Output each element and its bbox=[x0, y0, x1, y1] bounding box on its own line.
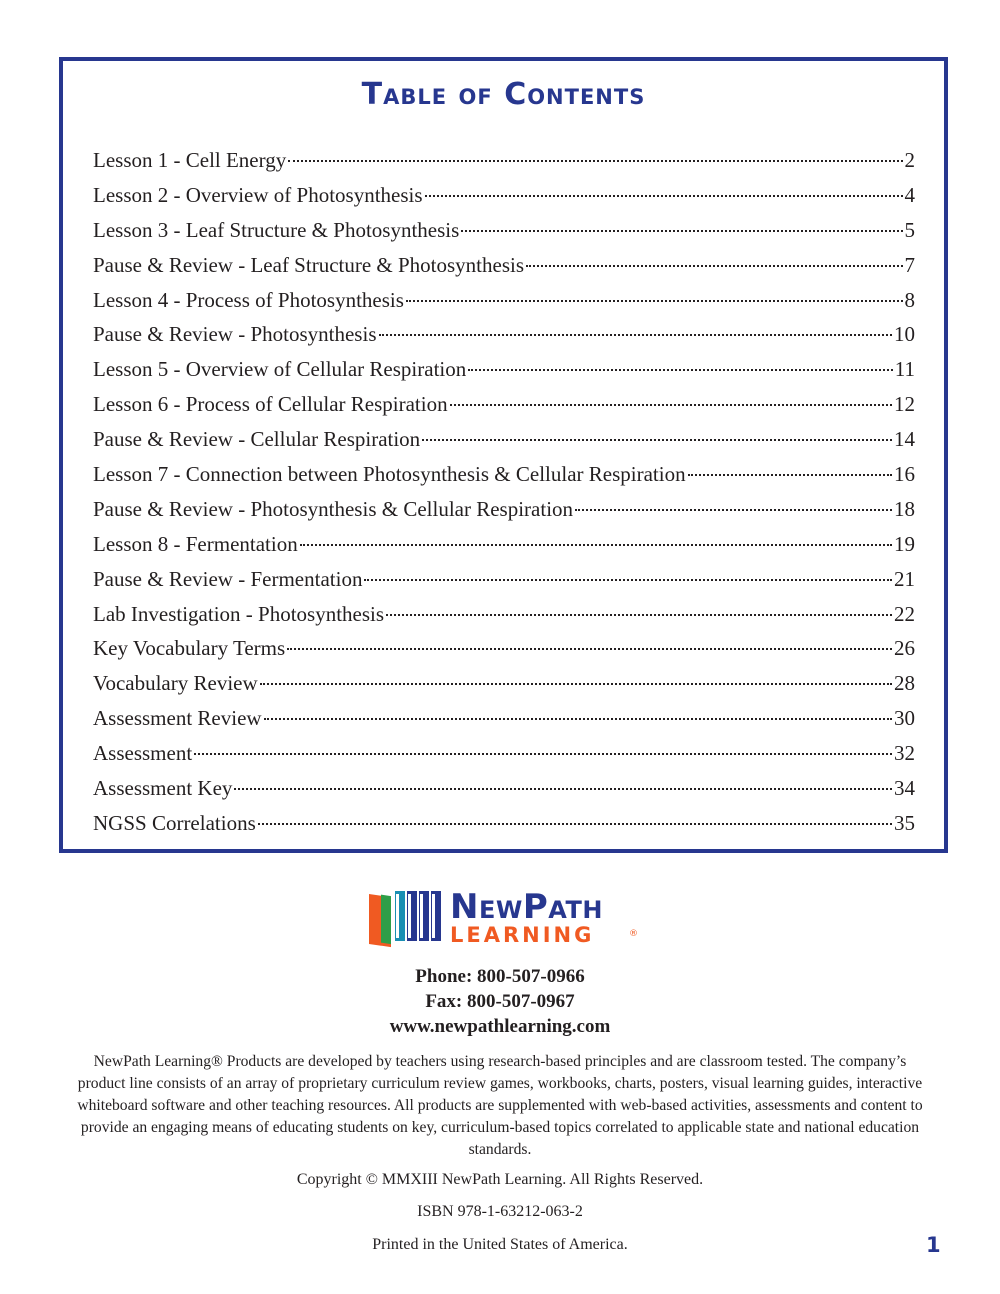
isbn: ISBN 978-1-63212-063-2 bbox=[417, 1203, 583, 1220]
toc-entry-label: Assessment bbox=[93, 741, 193, 766]
toc-dot-leader bbox=[461, 229, 902, 232]
toc-entry[interactable] bbox=[93, 283, 915, 318]
toc-entry-page: 19 bbox=[894, 531, 915, 556]
toc-entry-label: Lesson 1 - Cell Energy bbox=[93, 148, 287, 172]
toc-entry-label: Pause & Review - Photosynthesis & Cellular Respiration bbox=[93, 496, 574, 521]
toc-dot-leader bbox=[422, 438, 892, 441]
toc-dot-leader bbox=[264, 717, 892, 720]
toc-entry-page: 10 bbox=[894, 322, 915, 347]
toc-dot-leader bbox=[260, 682, 892, 685]
toc-entry-page: 7 bbox=[904, 252, 915, 277]
toc-entry-label: Lesson 6 - Process of Cellular Respiration bbox=[93, 392, 448, 417]
toc-entry[interactable] bbox=[93, 387, 915, 422]
toc-entry[interactable] bbox=[93, 562, 915, 597]
logo-wordmark-newpath: NewPath bbox=[450, 887, 603, 927]
printed-in: Printed in the United States of America. bbox=[372, 1236, 628, 1253]
toc-entry-label: Vocabulary Review bbox=[93, 671, 258, 696]
toc-entry[interactable] bbox=[93, 457, 915, 492]
toc-dot-leader bbox=[468, 368, 893, 371]
toc-dot-leader bbox=[234, 787, 892, 790]
toc-entry-page: 18 bbox=[894, 496, 915, 521]
company-description: NewPath Learning® Products are developed by teachers using research-based principles and are classroom tested. The company’s product line consists of an array of proprietary curriculum review games, workbooks, charts, posters, visual learning guides, interactive whiteboard software and other teaching resources. All products are supplemented with web-based activities, assessments and content to provide an engaging means of educating students on key, curriculum-based topics correlated to applicable state and national education standards. bbox=[77, 1053, 923, 1158]
toc-entry-page: 4 bbox=[904, 182, 915, 207]
newpath-learning-logo bbox=[369, 889, 639, 953]
table-of-contents-box bbox=[59, 57, 948, 853]
toc-entry[interactable] bbox=[93, 492, 915, 527]
toc-entry[interactable] bbox=[93, 248, 915, 283]
toc-dot-leader bbox=[194, 752, 892, 755]
logo-registered-mark: ® bbox=[629, 929, 638, 939]
toc-entry-page: 21 bbox=[894, 566, 915, 591]
toc-entry-label: Assessment Review bbox=[93, 706, 262, 731]
phone-number: Phone: 800-507-0966 bbox=[415, 966, 585, 987]
toc-dot-leader bbox=[287, 647, 892, 650]
toc-dot-leader bbox=[575, 508, 892, 511]
toc-entry-page: 34 bbox=[894, 776, 915, 801]
website-link[interactable]: www.newpathlearning.com bbox=[389, 1016, 611, 1037]
toc-entry-label: Lab Investigation - Photosynthesis bbox=[93, 601, 385, 626]
toc-dot-leader bbox=[288, 159, 902, 162]
toc-entry-label: Pause & Review - Photosynthesis bbox=[93, 322, 377, 347]
page-number: 1 bbox=[926, 1233, 941, 1257]
toc-entry-label: Lesson 4 - Process of Photosynthesis bbox=[93, 287, 404, 312]
books-logo-icon bbox=[369, 889, 445, 953]
toc-dot-leader bbox=[526, 264, 902, 267]
toc-entry[interactable] bbox=[93, 527, 915, 562]
toc-entry-label: Pause & Review - Cellular Respiration bbox=[93, 427, 421, 452]
logo-wordmark-learning: LEARNING bbox=[450, 923, 595, 947]
toc-dot-leader bbox=[450, 403, 892, 406]
toc-entry-page: 8 bbox=[904, 287, 915, 312]
toc-entry-page: 2 bbox=[904, 148, 915, 172]
toc-entry[interactable] bbox=[93, 806, 915, 841]
toc-entry[interactable] bbox=[93, 213, 915, 248]
toc-entry-label: Lesson 7 - Connection between Photosynthesis & Cellular Respiration bbox=[93, 462, 686, 487]
toc-entry-page: 30 bbox=[894, 706, 915, 731]
toc-entry-page: 22 bbox=[894, 601, 915, 626]
toc-dot-leader bbox=[406, 299, 903, 302]
toc-dot-leader bbox=[300, 543, 892, 546]
toc-entry-page: 16 bbox=[894, 462, 915, 487]
toc-entry[interactable] bbox=[93, 352, 915, 387]
toc-title: Table of Contents bbox=[361, 77, 646, 112]
toc-entry-label: Lesson 3 - Leaf Structure & Photosynthesis bbox=[93, 217, 460, 242]
toc-entry[interactable] bbox=[93, 143, 915, 178]
fax-number: Fax: 800-507-0967 bbox=[425, 991, 575, 1012]
toc-list bbox=[93, 143, 915, 841]
toc-entry-label: Pause & Review - Fermentation bbox=[93, 566, 363, 591]
toc-entry[interactable] bbox=[93, 736, 915, 771]
toc-entry[interactable] bbox=[93, 597, 915, 632]
toc-entry-label: Key Vocabulary Terms bbox=[93, 636, 286, 661]
toc-dot-leader bbox=[379, 333, 893, 336]
toc-entry-label: Lesson 8 - Fermentation bbox=[93, 531, 298, 556]
toc-entry-page: 32 bbox=[894, 741, 915, 766]
toc-entry[interactable] bbox=[93, 422, 915, 457]
copyright-notice: Copyright © MMXIII NewPath Learning. All Rights Reserved. bbox=[296, 1171, 704, 1188]
toc-entry-page: 11 bbox=[894, 357, 915, 382]
toc-entry-label: Lesson 5 - Overview of Cellular Respiration bbox=[93, 357, 467, 382]
toc-entry-label: Pause & Review - Leaf Structure & Photosynthesis bbox=[93, 252, 525, 277]
toc-dot-leader bbox=[386, 613, 892, 616]
toc-entry[interactable] bbox=[93, 666, 915, 701]
toc-entry-page: 12 bbox=[894, 392, 915, 417]
toc-entry-page: 26 bbox=[894, 636, 915, 661]
toc-entry-label: Lesson 2 - Overview of Photosynthesis bbox=[93, 182, 423, 207]
toc-entry-page: 35 bbox=[894, 810, 915, 835]
toc-entry-page: 28 bbox=[894, 671, 915, 696]
toc-dot-leader bbox=[364, 578, 892, 581]
toc-dot-leader bbox=[425, 194, 903, 197]
toc-entry[interactable] bbox=[93, 701, 915, 736]
toc-entry-label: Assessment Key bbox=[93, 776, 233, 801]
toc-entry[interactable] bbox=[93, 771, 915, 806]
toc-entry[interactable] bbox=[93, 178, 915, 213]
toc-dot-leader bbox=[258, 822, 892, 825]
toc-dot-leader bbox=[688, 473, 892, 476]
toc-entry-page: 5 bbox=[904, 217, 915, 242]
toc-entry-label: NGSS Correlations bbox=[93, 810, 256, 835]
toc-entry[interactable] bbox=[93, 631, 915, 666]
toc-entry-page: 14 bbox=[894, 427, 915, 452]
toc-entry[interactable] bbox=[93, 317, 915, 352]
